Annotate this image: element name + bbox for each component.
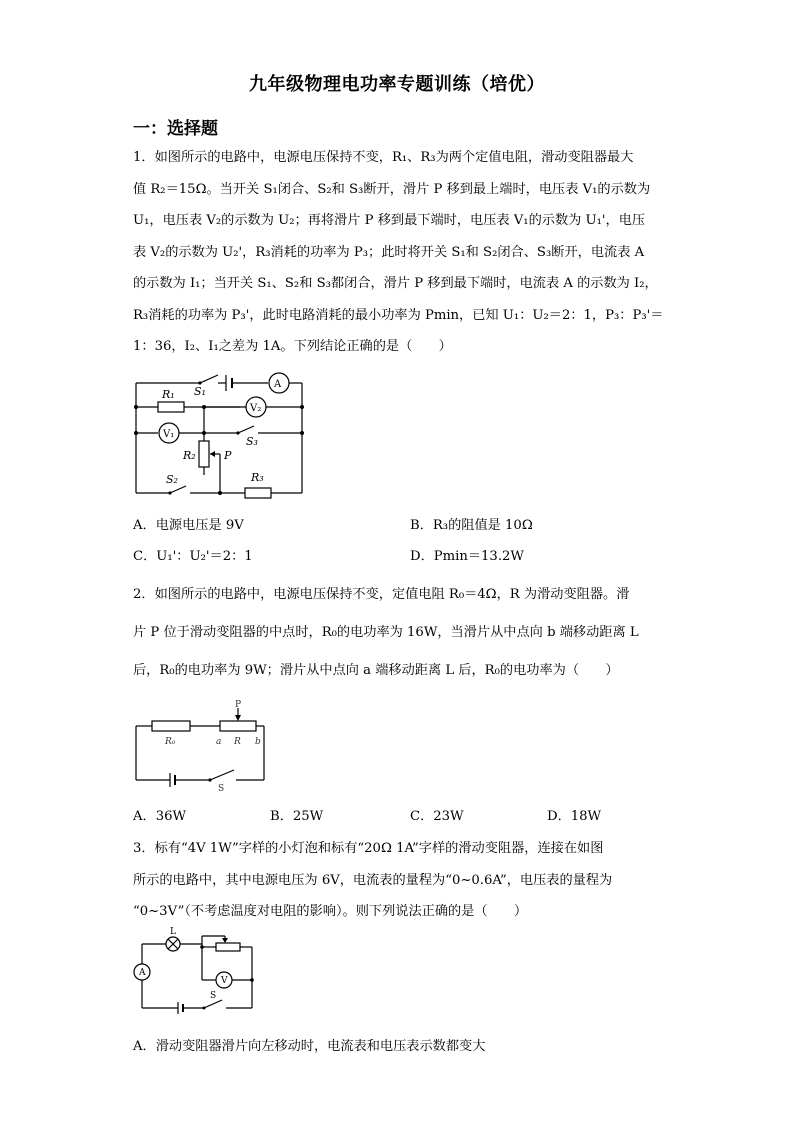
q2-line: 片 P 位于滑动变阻器的中点时，R₀的电功率为 16W，当滑片从中点向 b 端移动距离 L <box>133 625 639 640</box>
ammeter-label: A <box>139 968 146 978</box>
q2-option-a[interactable]: A．36W <box>133 809 187 824</box>
page-title: 九年级物理电功率专题训练（培优） <box>249 74 545 95</box>
q1-option-a[interactable]: A．电源电压是 9V <box>133 518 244 533</box>
q2-line: 2．如图所示的电路中，电源电压保持不变，定值电阻 R₀＝4Ω，R 为滑动变阻器。滑 <box>133 587 630 602</box>
label-a: a <box>216 737 222 747</box>
q1-circuit-diagram <box>128 365 313 500</box>
ammeter-label: A <box>274 379 282 390</box>
q2-line: 后，R₀的电功率为 9W；滑片从中点向 a 端移动距离 L 后，R₀的电功率为（ ） <box>133 663 619 678</box>
label-r1: R₁ <box>162 388 175 401</box>
label-r: R <box>234 737 241 747</box>
q3-line: “0~3V”（不考虑温度对电阻的影响）。则下列说法正确的是（ ） <box>133 904 528 919</box>
q1-option-d[interactable]: D．Pmin＝13.2W <box>410 549 524 564</box>
q3-line: 3．标有“4V 1W”字样的小灯泡和标有“20Ω 1A”字样的滑动变阻器，连接在如图 <box>133 841 604 856</box>
question-3-text <box>133 833 661 928</box>
label-p: P <box>235 700 242 710</box>
q1-line: 的示数为 I₁；当开关 S₁、S₂和 S₃都闭合，滑片 P 移到最下端时，电流表 A 的示数为 I₂， <box>133 276 658 291</box>
label-s2: S₂ <box>166 473 178 486</box>
q1-line: 1：36，I₂、I₁之差为 1A。下列结论正确的是（ ） <box>133 339 452 354</box>
question-1-text <box>133 142 664 363</box>
q1-line: R₃消耗的功率为 P₃'，此时电路消耗的最小功率为 Pmin，已知 U₁：U₂＝2：1，P₃：P₃'＝ <box>133 307 664 323</box>
label-p: P <box>224 449 232 462</box>
question-2-text <box>133 576 661 690</box>
q2-option-b[interactable]: B．25W <box>270 809 324 824</box>
q2-circuit-diagram <box>130 700 270 792</box>
q1-option-c[interactable]: C．U₁'：U₂'＝2：1 <box>133 549 253 564</box>
voltmeter-v2-label: V₂ <box>250 403 262 414</box>
q1-line: 1．如图所示的电路中，电源电压保持不变，R₁、R₃为两个定值电阻，滑动变阻器最大 <box>133 150 634 165</box>
label-r0: R₀ <box>165 737 176 747</box>
switch-label: S <box>210 991 217 1001</box>
lamp-label: L <box>170 927 176 937</box>
voltmeter-v1-label: V₁ <box>163 429 175 440</box>
q3-option-a[interactable]: A．滑动变阻器滑片向左移动时，电流表和电压表示数都变大 <box>133 1039 486 1054</box>
section-heading: 一：选择题 <box>133 119 218 139</box>
label-s1: S₁ <box>194 385 206 398</box>
q3-circuit-diagram <box>132 928 257 1018</box>
label-b: b <box>255 737 261 747</box>
label-s: S <box>218 784 225 794</box>
q3-line: 所示的电路中，其中电源电压为 6V，电流表的量程为“0~0.6A”，电压表的量程为 <box>133 872 613 888</box>
q2-option-c[interactable]: C．23W <box>410 809 464 824</box>
q1-line: U₁，电压表 V₂的示数为 U₂；再将滑片 P 移到最下端时，电压表 V₁的示数为 U₁'，电压 <box>133 213 646 228</box>
label-r2: R₂ <box>183 449 196 462</box>
q1-line: 表 V₂的示数为 U₂'，R₃消耗的功率为 P₃；此时将开关 S₁和 S₂闭合、S₃断开，电流表 A <box>133 244 645 260</box>
label-r3: R₃ <box>251 471 264 484</box>
q1-option-b[interactable]: B．R₃的阻值是 10Ω <box>410 518 533 533</box>
voltmeter-label: V <box>221 976 228 986</box>
q1-line: 值 R₂＝15Ω。当开关 S₁闭合、S₂和 S₃断开，滑片 P 移到最上端时，电压表 V₁的示数为 <box>133 181 651 197</box>
label-s3: S₃ <box>246 435 258 448</box>
q2-option-d[interactable]: D．18W <box>547 809 602 824</box>
